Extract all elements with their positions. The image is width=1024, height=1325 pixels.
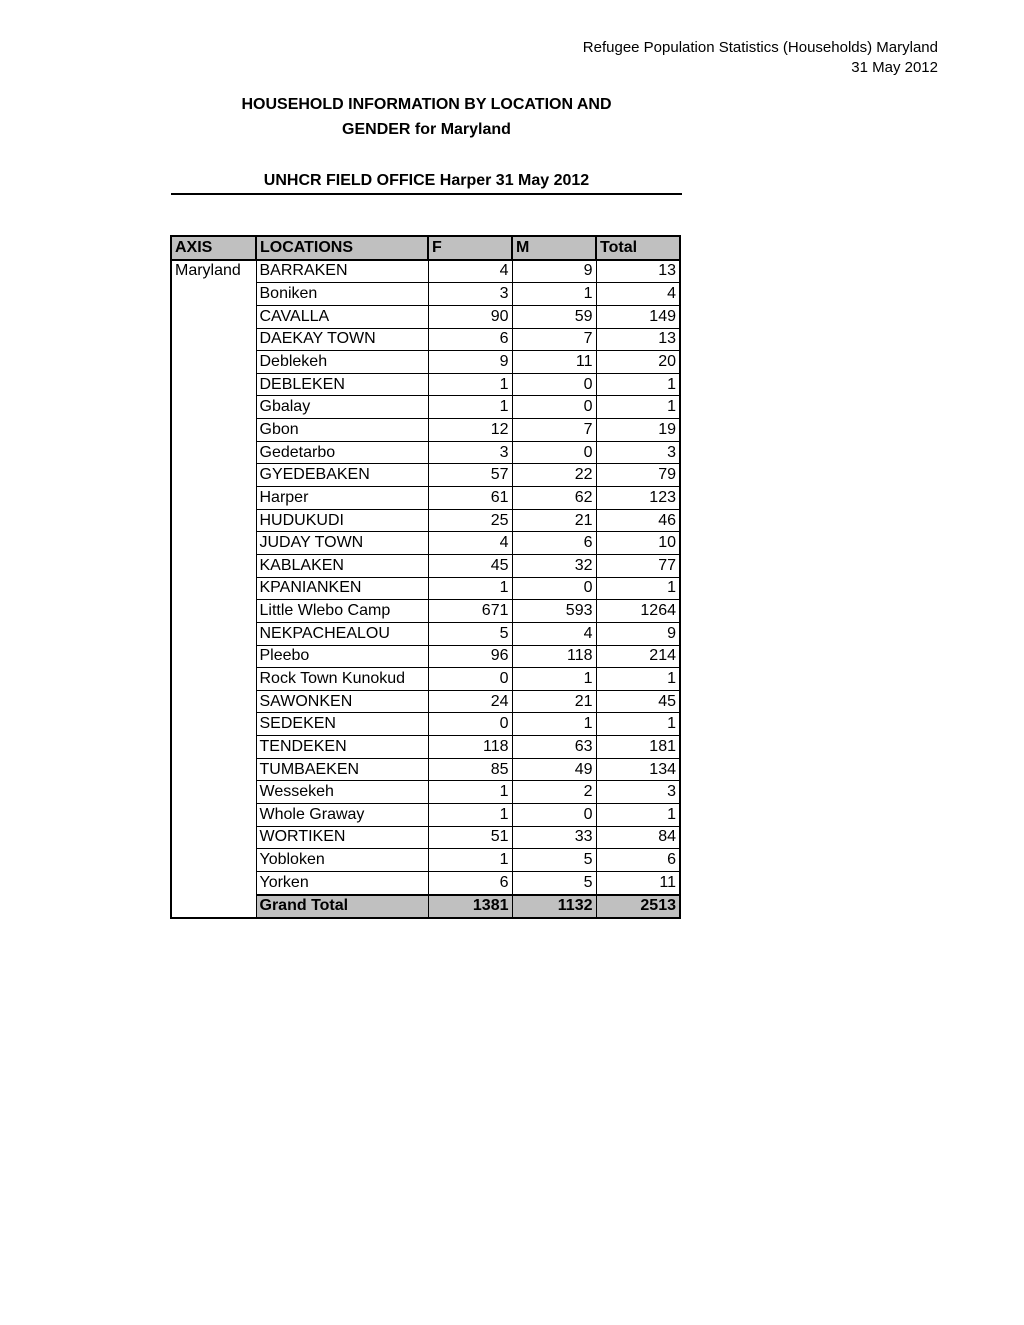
location-cell: DEBLEKEN <box>256 373 428 396</box>
male-count-cell: 1 <box>512 713 596 736</box>
location-cell: DAEKAY TOWN <box>256 328 428 351</box>
location-cell: Pleebo <box>256 645 428 668</box>
male-count-cell: 0 <box>512 577 596 600</box>
male-count-cell: 4 <box>512 622 596 645</box>
female-count-cell: 3 <box>428 283 512 306</box>
total-count-cell: 3 <box>596 781 680 804</box>
total-count-cell: 1 <box>596 668 680 691</box>
column-header-f: F <box>428 236 512 260</box>
total-count-cell: 1 <box>596 373 680 396</box>
male-count-cell: 33 <box>512 826 596 849</box>
total-count-cell: 214 <box>596 645 680 668</box>
location-cell: BARRAKEN <box>256 260 428 283</box>
male-count-cell: 5 <box>512 849 596 872</box>
location-cell: Harper <box>256 487 428 510</box>
field-office-heading: UNHCR FIELD OFFICE Harper 31 May 2012 <box>171 171 682 195</box>
male-count-cell: 9 <box>512 260 596 283</box>
column-header-locations: LOCATIONS <box>256 236 428 260</box>
male-count-cell: 6 <box>512 532 596 555</box>
male-count-cell: 32 <box>512 554 596 577</box>
male-count-cell: 59 <box>512 305 596 328</box>
column-header-axis: AXIS <box>171 236 256 260</box>
male-count-cell: 0 <box>512 373 596 396</box>
grand-total-label: Grand Total <box>256 895 428 919</box>
total-count-cell: 181 <box>596 736 680 759</box>
total-count-cell: 84 <box>596 826 680 849</box>
female-count-cell: 0 <box>428 668 512 691</box>
grand-total-female: 1381 <box>428 895 512 919</box>
location-cell: Gbalay <box>256 396 428 419</box>
female-count-cell: 671 <box>428 600 512 623</box>
table-header-row <box>171 236 680 260</box>
table-body <box>171 260 680 919</box>
title-line-1: HOUSEHOLD INFORMATION BY LOCATION AND <box>241 96 612 113</box>
location-cell: CAVALLA <box>256 305 428 328</box>
location-cell: GYEDEBAKEN <box>256 464 428 487</box>
location-cell: Boniken <box>256 283 428 306</box>
male-count-cell: 0 <box>512 804 596 827</box>
total-count-cell: 1 <box>596 804 680 827</box>
female-count-cell: 6 <box>428 328 512 351</box>
grand-total-male: 1132 <box>512 895 596 919</box>
male-count-cell: 63 <box>512 736 596 759</box>
total-count-cell: 46 <box>596 509 680 532</box>
total-count-cell: 149 <box>596 305 680 328</box>
female-count-cell: 12 <box>428 419 512 442</box>
total-count-cell: 1264 <box>596 600 680 623</box>
female-count-cell: 1 <box>428 849 512 872</box>
location-cell: KPANIANKEN <box>256 577 428 600</box>
male-count-cell: 49 <box>512 758 596 781</box>
location-cell: Yobloken <box>256 849 428 872</box>
total-count-cell: 1 <box>596 713 680 736</box>
female-count-cell: 51 <box>428 826 512 849</box>
location-cell: SEDEKEN <box>256 713 428 736</box>
female-count-cell: 9 <box>428 351 512 374</box>
male-count-cell: 593 <box>512 600 596 623</box>
female-count-cell: 1 <box>428 373 512 396</box>
male-count-cell: 21 <box>512 690 596 713</box>
total-count-cell: 19 <box>596 419 680 442</box>
location-cell: NEKPACHEALOU <box>256 622 428 645</box>
male-count-cell: 21 <box>512 509 596 532</box>
total-count-cell: 134 <box>596 758 680 781</box>
total-count-cell: 45 <box>596 690 680 713</box>
location-cell: Rock Town Kunokud <box>256 668 428 691</box>
total-count-cell: 3 <box>596 441 680 464</box>
male-count-cell: 5 <box>512 871 596 894</box>
female-count-cell: 1 <box>428 804 512 827</box>
column-header-m: M <box>512 236 596 260</box>
male-count-cell: 118 <box>512 645 596 668</box>
female-count-cell: 3 <box>428 441 512 464</box>
female-count-cell: 45 <box>428 554 512 577</box>
household-table <box>170 235 681 919</box>
male-count-cell: 11 <box>512 351 596 374</box>
location-cell: HUDUKUDI <box>256 509 428 532</box>
location-cell: Wessekeh <box>256 781 428 804</box>
total-count-cell: 11 <box>596 871 680 894</box>
title-line-2: GENDER for Maryland <box>342 121 511 138</box>
female-count-cell: 85 <box>428 758 512 781</box>
total-count-cell: 123 <box>596 487 680 510</box>
total-count-cell: 4 <box>596 283 680 306</box>
female-count-cell: 96 <box>428 645 512 668</box>
female-count-cell: 4 <box>428 260 512 283</box>
female-count-cell: 0 <box>428 713 512 736</box>
female-count-cell: 6 <box>428 871 512 894</box>
page-header <box>583 38 938 78</box>
female-count-cell: 61 <box>428 487 512 510</box>
location-cell: Little Wlebo Camp <box>256 600 428 623</box>
total-count-cell: 77 <box>596 554 680 577</box>
male-count-cell: 1 <box>512 283 596 306</box>
female-count-cell: 57 <box>428 464 512 487</box>
female-count-cell: 1 <box>428 577 512 600</box>
total-count-cell: 20 <box>596 351 680 374</box>
report-name: Refugee Population Statistics (Households) Maryland <box>582 39 938 56</box>
male-count-cell: 7 <box>512 328 596 351</box>
male-count-cell: 2 <box>512 781 596 804</box>
female-count-cell: 90 <box>428 305 512 328</box>
location-cell: Gedetarbo <box>256 441 428 464</box>
male-count-cell: 0 <box>512 396 596 419</box>
male-count-cell: 7 <box>512 419 596 442</box>
total-count-cell: 9 <box>596 622 680 645</box>
male-count-cell: 0 <box>512 441 596 464</box>
location-cell: WORTIKEN <box>256 826 428 849</box>
location-cell: TENDEKEN <box>256 736 428 759</box>
total-count-cell: 1 <box>596 396 680 419</box>
total-count-cell: 6 <box>596 849 680 872</box>
male-count-cell: 62 <box>512 487 596 510</box>
female-count-cell: 1 <box>428 396 512 419</box>
report-date: 31 May 2012 <box>851 59 938 76</box>
female-count-cell: 25 <box>428 509 512 532</box>
location-cell: Gbon <box>256 419 428 442</box>
female-count-cell: 5 <box>428 622 512 645</box>
location-cell: JUDAY TOWN <box>256 532 428 555</box>
female-count-cell: 1 <box>428 781 512 804</box>
total-count-cell: 13 <box>596 328 680 351</box>
female-count-cell: 4 <box>428 532 512 555</box>
male-count-cell: 1 <box>512 668 596 691</box>
female-count-cell: 118 <box>428 736 512 759</box>
total-count-cell: 10 <box>596 532 680 555</box>
axis-cell: Maryland <box>171 260 256 919</box>
total-count-cell: 79 <box>596 464 680 487</box>
location-cell: Whole Graway <box>256 804 428 827</box>
table-row <box>171 260 680 283</box>
column-header-total: Total <box>596 236 680 260</box>
location-cell: Deblekeh <box>256 351 428 374</box>
document-title <box>171 92 682 142</box>
location-cell: TUMBAEKEN <box>256 758 428 781</box>
total-count-cell: 1 <box>596 577 680 600</box>
location-cell: SAWONKEN <box>256 690 428 713</box>
total-count-cell: 13 <box>596 260 680 283</box>
location-cell: Yorken <box>256 871 428 894</box>
grand-total-value: 2513 <box>596 895 680 919</box>
female-count-cell: 24 <box>428 690 512 713</box>
location-cell: KABLAKEN <box>256 554 428 577</box>
male-count-cell: 22 <box>512 464 596 487</box>
